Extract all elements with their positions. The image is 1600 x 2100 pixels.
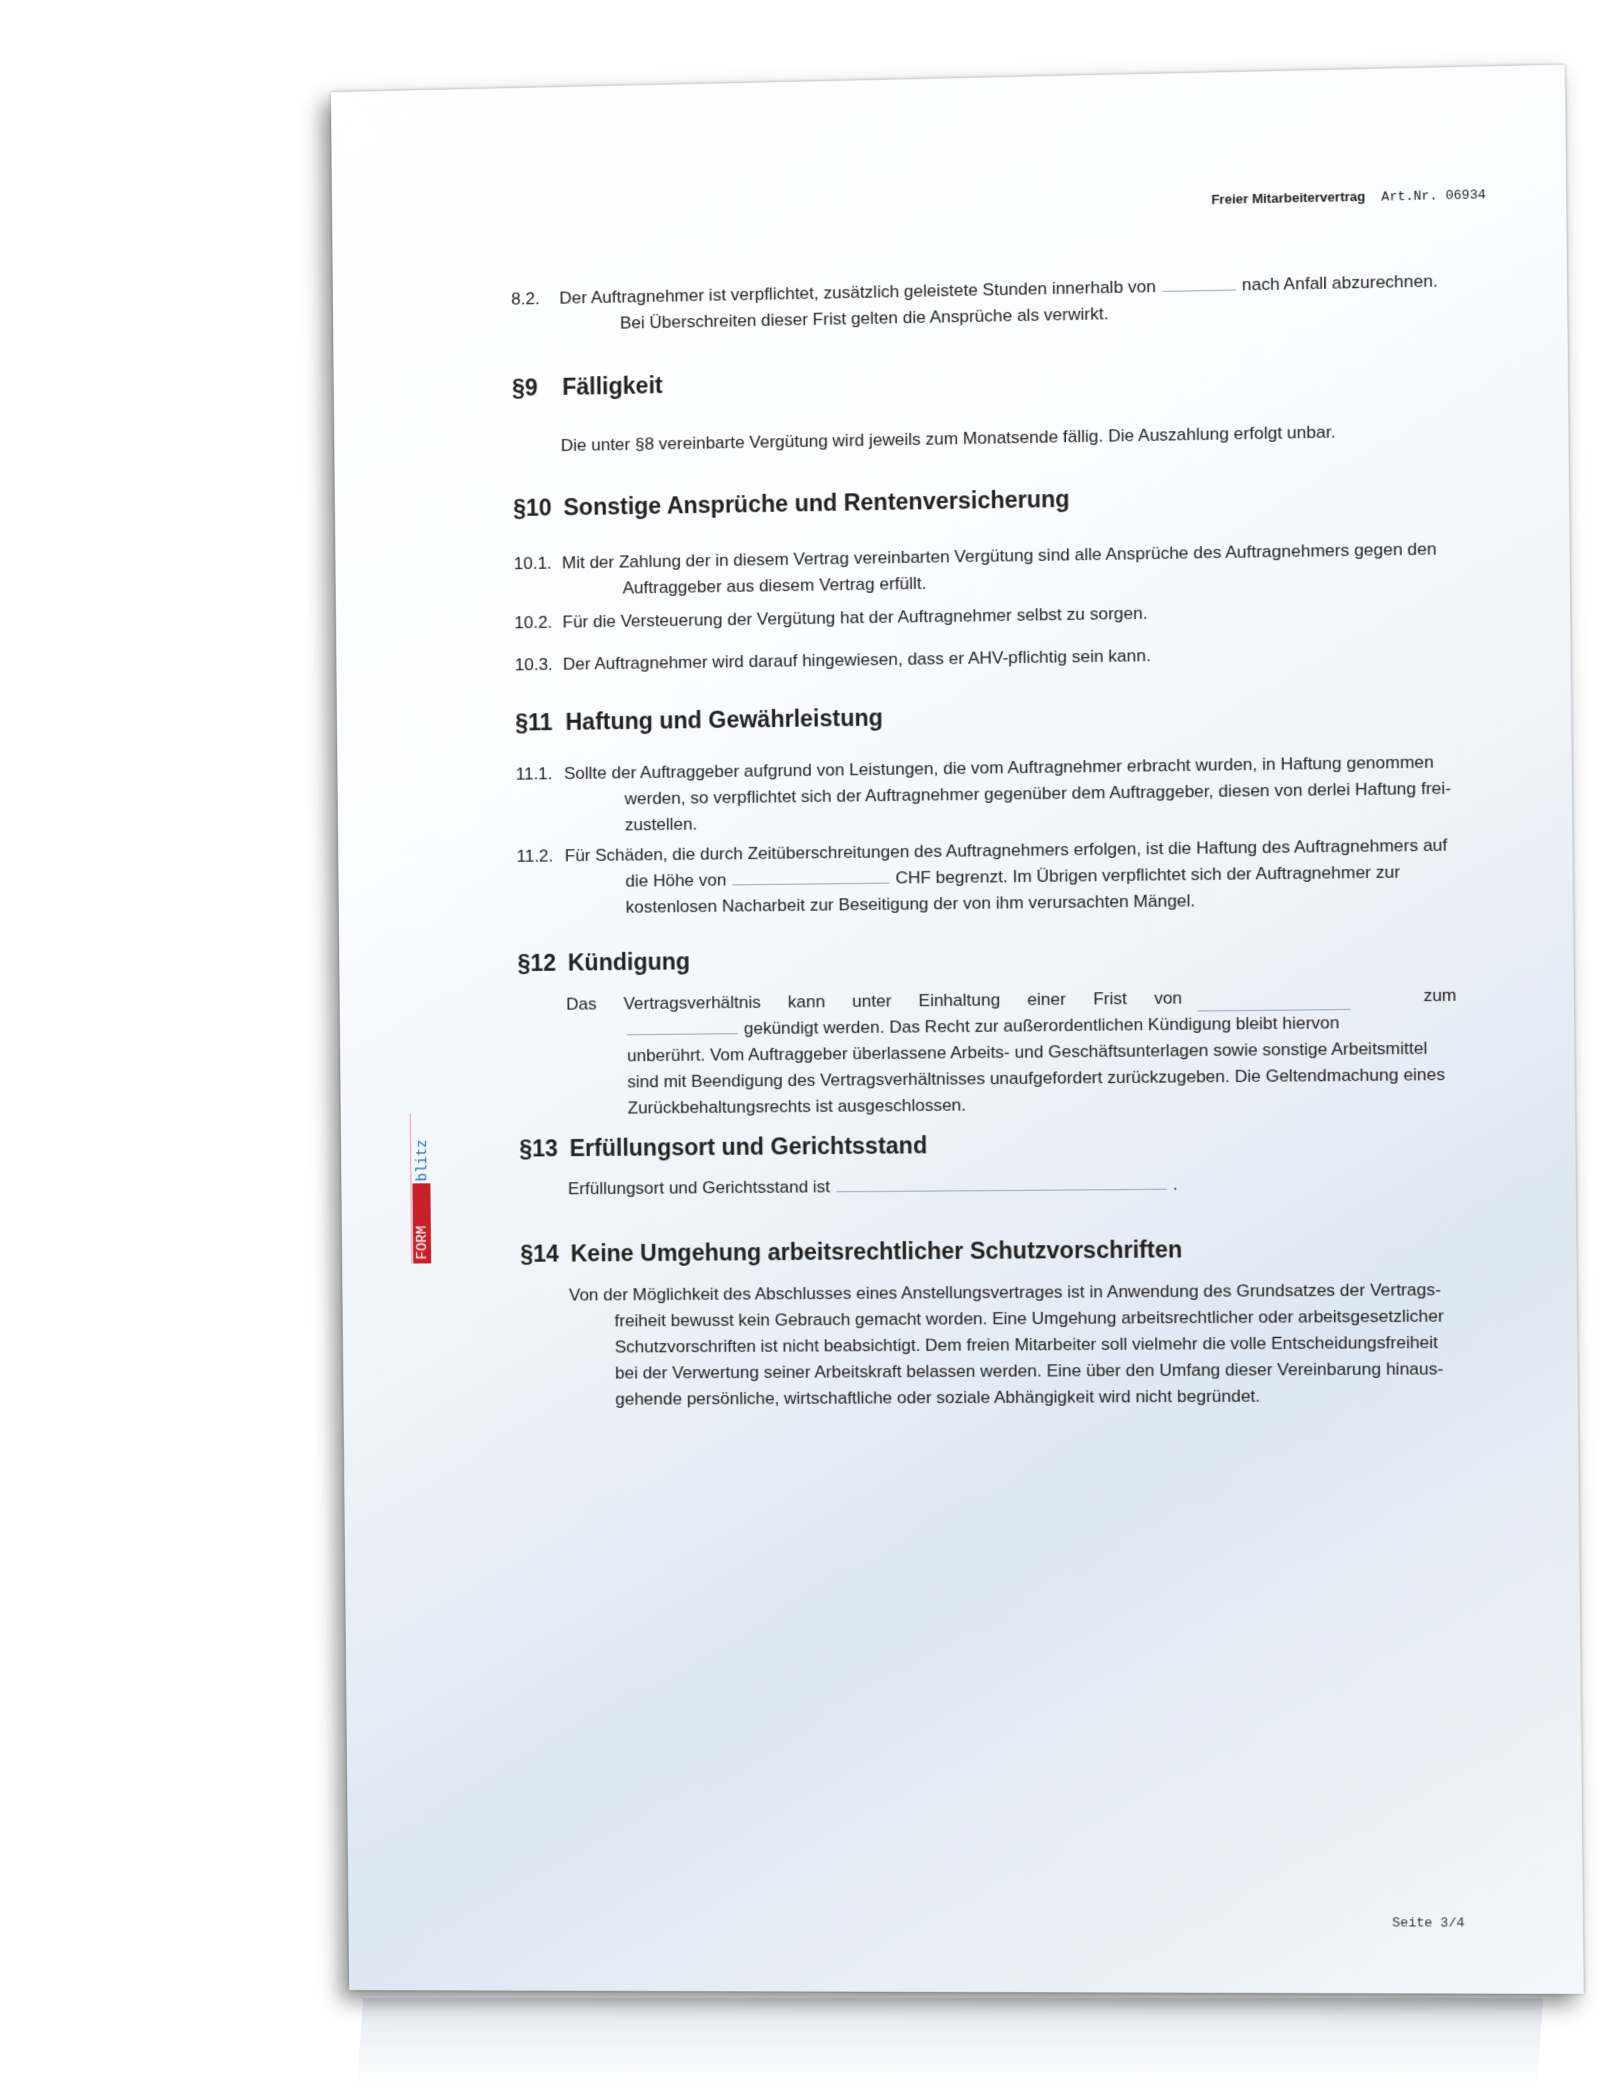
clause-10-1 (514, 536, 1455, 603)
section-title: Erfüllungsort und Gerichtsstand (569, 1132, 928, 1162)
clause-text: nach Anfall abzurechnen. (1241, 271, 1438, 295)
section-heading-10 (513, 486, 1070, 522)
blank-field-liability-amount[interactable] (732, 868, 889, 885)
clause-text: Der Auftragnehmer ist verpflichtet, zusätzlich geleistete Stunden innerhalb von (559, 276, 1157, 308)
clause-12 (518, 983, 1460, 1123)
blank-field-jurisdiction[interactable] (836, 1175, 1167, 1193)
clause-text: werden, so verpflichtet sich der Auftragnehmer gegenüber dem Auftraggeber, diesen von derlei Haftung frei- (624, 778, 1452, 809)
section-number: §9 (511, 374, 538, 401)
clause-text: Für die Versteuerung der Vergütung hat der Auftragnehmer selbst zu sorgen. (562, 603, 1148, 632)
clause-text: zum (1423, 985, 1457, 1006)
clause-11-1 (516, 749, 1457, 840)
clause-number: 10.3. (514, 654, 553, 675)
clause-number: 11.1. (515, 764, 553, 784)
page-reflection (357, 1998, 1543, 2088)
clause-10-2 (514, 596, 1455, 636)
section-14-text (569, 1277, 1466, 1413)
clause-text: Von der Möglichkeit des Abschlusses eines Anstellungsvertrages ist in Anwendung des Grundsatzes der Vertrags- (568, 1280, 1441, 1305)
section-number: §13 (519, 1135, 559, 1162)
clause-number: 8.2. (511, 289, 540, 309)
clause-text: die Höhe von (625, 870, 727, 891)
section-heading-14 (520, 1236, 1182, 1268)
document-header (1211, 186, 1486, 208)
clause-text: gekündigt werden. Das Recht zur außerordentlichen Kündigung bleibt hiervon (743, 1013, 1340, 1039)
clause-text: . (1172, 1174, 1178, 1194)
clause-text: zustellen. (624, 814, 698, 835)
clause-text: bei der Verwertung seiner Arbeitskraft belassen werden. Eine über den Umfang dieser Vereinbarung hinaus- (614, 1359, 1444, 1383)
section-title: Keine Umgehung arbeitsrechtlicher Schutzvorschriften (570, 1236, 1183, 1267)
clause-number: 10.1. (513, 553, 552, 574)
section-heading-11 (515, 704, 883, 736)
section-heading-12 (517, 948, 690, 977)
section-heading-9 (512, 372, 663, 402)
section-13-text (568, 1172, 1178, 1203)
logo-text-blitz: blitz (414, 1139, 432, 1182)
clause-8-2 (511, 268, 1452, 339)
clause-text: sind mit Beendigung des Vertragsverhältnisses unaufgefordert zurückzugeben. Die Geltendmachung eines (627, 1064, 1446, 1092)
section-heading-13 (519, 1132, 927, 1162)
clause-10-3 (515, 638, 1456, 678)
clause-text: Sollte der Auftraggeber aufgrund von Leistungen, die vom Auftragnehmer erbracht wurden, in Haftung genommen (563, 752, 1434, 784)
clause-text: Für Schäden, die durch Zeitüberschreitungen des Auftragnehmers erfolgen, ist die Haftung des Auftragnehmers auf (564, 835, 1448, 866)
clause-text: CHF begrenzt. Im Übrigen verpflichtet sich der Auftragnehmer zur (895, 862, 1401, 888)
article-number: Art.Nr. 06934 (1381, 187, 1486, 205)
clause-11-2 (516, 832, 1457, 922)
document-title: Freier Mitarbeitervertrag (1211, 188, 1366, 208)
clause-text: Auftraggeber aus diesem Vertrag erfüllt. (622, 573, 927, 598)
clause-text: Der Auftragnehmer wird darauf hingewiesen, dass er AHV-pflichtig sein kann. (562, 646, 1151, 674)
clause-text: unberührt. Vom Auftraggeber überlassene Arbeits- und Geschäftsunterlagen sowie sonstige Arbeitsmittel (626, 1038, 1428, 1066)
clause-text: Mit der Zahlung der in diesem Vertrag vereinbarten Vergütung sind alle Ansprüche des Auftragnehmers gegen den (561, 539, 1437, 573)
section-number: §12 (517, 949, 557, 977)
section-title: Haftung und Gewährleistung (565, 704, 884, 735)
section-title: Sonstige Ansprüche und Rentenversicherung (563, 485, 1070, 521)
page-number: Seite 3/4 (1392, 1915, 1465, 1931)
clause-text: Bei Überschreiten dieser Frist gelten die Ansprüche als verwirkt. (619, 304, 1109, 333)
section-number: §14 (520, 1240, 560, 1267)
section-title: Kündigung (567, 948, 691, 976)
section-9-text: Die unter §8 vereinbarte Vergütung wird jeweils zum Monatsende fällig. Die Auszahlung erfolgt unbar. (560, 422, 1336, 456)
section-number: §10 (513, 494, 552, 522)
clause-text: Das Vertragsverhältnis kann unter Einhaltung einer Frist von (566, 988, 1183, 1014)
clause-text: kostenlosen Nacharbeit zur Beseitigung der von ihm verursachten Mängel. (625, 891, 1196, 917)
logo-text-form: FORM (414, 1225, 432, 1260)
clause-text: Zurückbehaltungsrechts ist ausgeschlossen. (627, 1095, 967, 1118)
formblitz-logo (410, 1113, 433, 1263)
clause-number: 11.2. (516, 846, 554, 866)
clause-text: Schutzvorschriften ist nicht beabsichtigt. Dem freien Mitarbeiter soll vielmehr die volle Entscheidungsfreiheit (614, 1332, 1439, 1357)
blank-field-notice-date[interactable] (627, 1019, 738, 1035)
clause-number: 10.2. (514, 612, 553, 633)
clause-text: Erfüllungsort und Gerichtsstand ist (567, 1177, 831, 1199)
blank-field-hours-period[interactable] (1162, 275, 1236, 292)
section-title: Fälligkeit (562, 371, 663, 400)
document-page (331, 65, 1584, 1994)
clause-text: gehende persönliche, wirtschaftliche oder soziale Abhängigkeit wird nicht begründet. (615, 1386, 1261, 1409)
section-number: §11 (515, 709, 553, 736)
clause-text: freiheit bewusst kein Gebrauch gemacht worden. Eine Umgehung arbeitsrechtlicher oder arbeitsgesetzlicher (614, 1306, 1444, 1331)
blank-field-notice-period[interactable] (1196, 995, 1350, 1012)
